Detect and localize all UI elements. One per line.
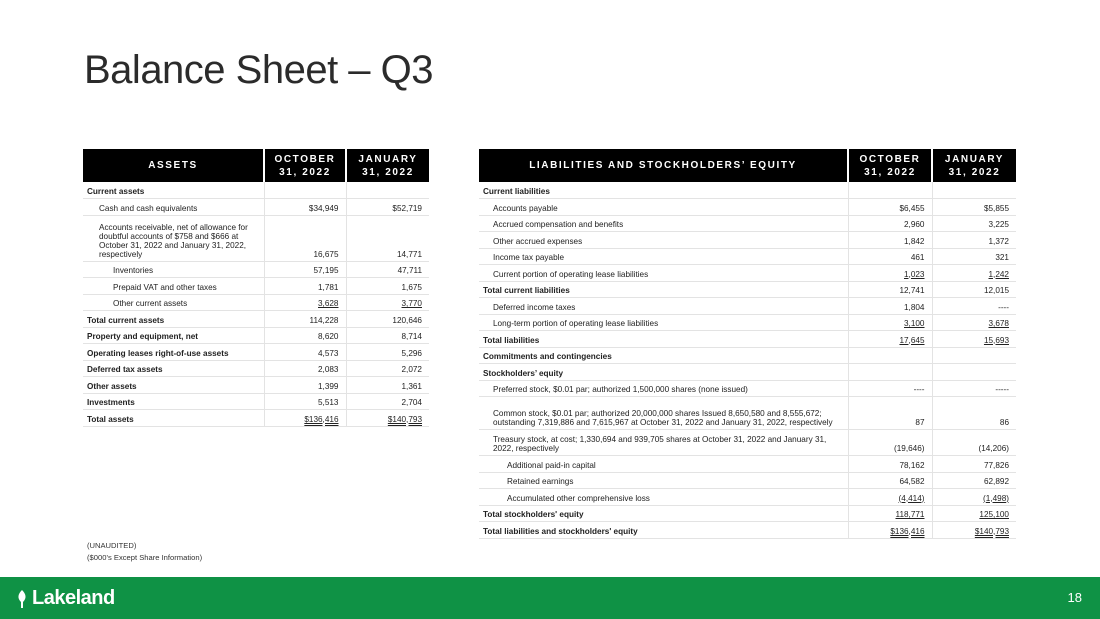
table-row: Current liabilities [479,182,1016,199]
table-row: Income tax payable 461 321 [479,248,1016,265]
page-number: 18 [1067,590,1082,605]
table-row: Treasury stock, at cost; 1,330,694 and 939,705 shares at October 31, 2022 and January 31, 2022, respectively (19,646) (14,206) [479,430,1016,456]
page-title: Balance Sheet – Q3 [84,48,434,92]
table-row: Total liabilities and stockholders' equity $136,416 $140,793 [479,522,1016,539]
table-row: Total assets $136,416 $140,793 [83,410,429,427]
liabilities-col-jan-header: JANUARY 31, 2022 [932,149,1016,182]
liabilities-header: LIABILITIES AND STOCKHOLDERS’ EQUITY [479,149,848,182]
assets-col-jan-header: JANUARY 31, 2022 [346,149,429,182]
units-note: ($000’s Except Share Information) [87,553,203,562]
footer-bar [0,577,1100,619]
table-row: Other accrued expenses 1,842 1,372 [479,232,1016,249]
table-row: Deferred income taxes 1,804 ---- [479,298,1016,315]
table-row: Accounts payable $6,455 $5,855 [479,199,1016,216]
table-row: Accrued compensation and benefits 2,960 3,225 [479,215,1016,232]
table-row: Operating leases right-of-use assets 4,573 5,296 [83,344,429,361]
assets-col-oct-header: OCTOBER 31, 2022 [264,149,346,182]
table-row: Other assets 1,399 1,361 [83,377,429,394]
table-row: Additional paid-in capital 78,162 77,826 [479,456,1016,473]
table-row: Total current assets 114,228 120,646 [83,311,429,328]
brand-logo [16,587,115,610]
table-row: Accumulated other comprehensive loss (4,414) (1,498) [479,489,1016,506]
table-row: Current assets [83,182,429,199]
table-row: Retained earnings 64,582 62,892 [479,472,1016,489]
table-row: Common stock, $0.01 par; authorized 20,000,000 shares Issued 8,650,580 and 8,555,672; outstanding 7,319,886 and 7,615,967 at October 31, 2022 and January 31, 2022, respectively 87 86 [479,397,1016,430]
table-row: Commitments and contingencies [479,347,1016,364]
table-row: Total current liabilities 12,741 12,015 [479,281,1016,298]
table-row: Total liabilities 17,645 15,693 [479,331,1016,348]
table-row: Investments 5,513 2,704 [83,393,429,410]
table-row: Long-term portion of operating lease liabilities 3,100 3,678 [479,314,1016,331]
table-row: Preferred stock, $0.01 par; authorized 1,500,000 shares (none issued) ---- ----- [479,380,1016,397]
table-row: Current portion of operating lease liabilities 1,023 1,242 [479,265,1016,282]
assets-table [83,149,429,427]
unaudited-note: (UNAUDITED) [87,541,137,550]
table-row: Cash and cash equivalents $34,949 $52,719 [83,199,429,216]
liabilities-table [479,149,1016,539]
assets-header: ASSETS [83,149,264,182]
leaf-icon [16,590,28,608]
table-row: Deferred tax assets 2,083 2,072 [83,360,429,377]
table-row: Prepaid VAT and other taxes 1,781 1,675 [83,278,429,295]
table-row: Inventories 57,195 47,711 [83,261,429,278]
table-row: Other current assets 3,628 3,770 [83,294,429,311]
table-row: Accounts receivable, net of allowance for doubtful accounts of $758 and $666 at October 31, 2022 and January 31, 2022, respectively 16,675 14,771 [83,215,429,261]
table-row: Total stockholders' equity 118,771 125,100 [479,505,1016,522]
table-row: Stockholders’ equity [479,364,1016,381]
brand-name: Lakeland [32,587,115,609]
liabilities-col-oct-header: OCTOBER 31, 2022 [848,149,932,182]
table-row: Property and equipment, net 8,620 8,714 [83,327,429,344]
